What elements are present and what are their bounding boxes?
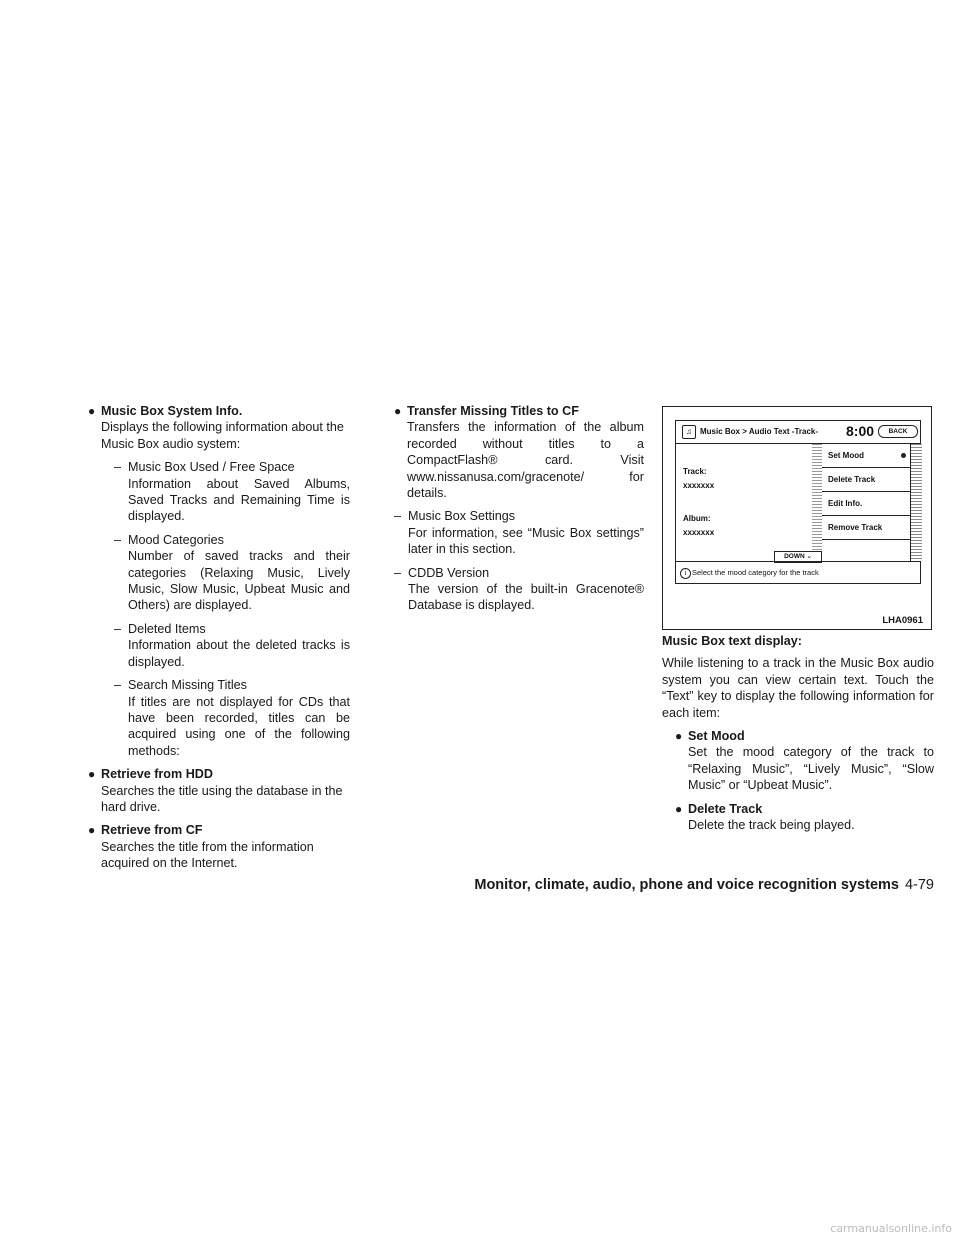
sub-item-body: Information about the deleted tracks is displayed. — [128, 638, 350, 669]
watermark: carmanualsonline.info — [830, 1222, 952, 1235]
middle-column — [394, 403, 644, 614]
sub-item-deleted: – Deleted Items Information about the deleted tracks is displayed. — [114, 621, 350, 669]
delete-track-body: Delete the track being played. — [688, 818, 855, 833]
menu-item-edit-info[interactable]: Edit Info. — [822, 492, 910, 516]
section-intro: While listening to a track in the Music Box audio system you can view certain text. Touch the “Text” key to display the following information for each item: — [662, 656, 934, 720]
down-button[interactable]: DOWN ⌄ — [774, 551, 822, 563]
info-icon: i — [680, 568, 691, 579]
set-mood-title: Set Mood — [688, 729, 745, 744]
page-number: 4-79 — [904, 877, 934, 893]
scroll-track — [812, 444, 822, 561]
bullet-icon: ● — [675, 801, 683, 816]
album-value: xxxxxxx — [683, 528, 715, 537]
sub-item-body: Number of saved tracks and their categories (Relaxing Music, Lively Music, Slow Music, Upbeat Music and Others) are displayed. — [128, 549, 350, 613]
sub-item-body: If titles are not displayed for CDs that have been recorded, titles can be acquired using one of the following methods: — [128, 694, 350, 758]
delete-track-title: Delete Track — [688, 801, 763, 816]
bullet-icon: ● — [394, 404, 402, 418]
bullet-icon: ● — [88, 823, 96, 838]
bullet-icon: ● — [675, 729, 683, 744]
system-info-body: Displays the following information about the Music Box audio system: — [101, 420, 344, 451]
back-button[interactable]: BACK — [878, 425, 918, 438]
chevron-down-icon: ⌄ — [806, 553, 812, 560]
retrieve-cf-title: Retrieve from CF — [101, 823, 203, 838]
clock: 8:00 — [846, 423, 875, 439]
sub-item-title: Music Box Settings — [408, 509, 516, 524]
status-text: Select the mood category for the track — [692, 568, 819, 577]
section-heading: Music Box text display: — [662, 634, 802, 648]
menu-item-remove-track[interactable]: Remove Track — [822, 516, 910, 540]
page-footer — [450, 877, 934, 893]
track-value: xxxxxxx — [683, 481, 715, 490]
figure-code: LHA0961 — [882, 615, 923, 626]
selection-indicator-icon — [901, 453, 906, 458]
sub-item-mood: – Mood Categories Number of saved tracks and their categories (Relaxing Music, Lively Music, Slow Music, Upbeat Music and Others) are displayed. — [114, 532, 350, 613]
screen-titlebar — [676, 421, 920, 444]
sub-item-title: Search Missing Titles — [128, 678, 247, 693]
system-info-title: Music Box System Info. — [101, 404, 243, 418]
sub-item-body: For information, see “Music Box settings” later in this section. — [408, 525, 644, 557]
action-menu — [822, 444, 910, 561]
bullet-icon: ● — [88, 404, 96, 418]
retrieve-hdd-body: Searches the title using the database in the hard drive. — [101, 783, 343, 814]
system-info-item — [88, 403, 350, 759]
retrieve-hdd-item — [88, 766, 350, 815]
set-mood-item — [675, 728, 934, 794]
transfer-title: Transfer Missing Titles to CF — [407, 404, 579, 418]
music-box-icon: ♫ — [682, 425, 696, 439]
scrollbar[interactable] — [910, 444, 922, 561]
bullet-icon: ● — [88, 767, 96, 782]
delete-track-item — [675, 801, 934, 834]
sub-item-title: Mood Categories — [128, 532, 224, 547]
sub-item-body: The version of the built-in Gracenote® Database is displayed. — [408, 582, 644, 613]
sub-item-title: Music Box Used / Free Space — [128, 460, 295, 475]
track-label: Track: — [683, 467, 707, 476]
screen-figure — [662, 406, 932, 630]
transfer-item — [394, 403, 644, 501]
sub-item-title: CDDB Version — [408, 565, 490, 580]
retrieve-cf-body: Searches the title from the information acquired on the Internet. — [101, 839, 314, 871]
retrieve-hdd-title: Retrieve from HDD — [101, 767, 213, 782]
display-screen — [675, 420, 921, 584]
left-column — [88, 403, 350, 872]
sub-item-settings: – Music Box Settings For information, see “Music Box settings” later in this section. — [394, 509, 644, 557]
sub-item-search: – Search Missing Titles If titles are not displayed for CDs that have been recorded, titles can be acquired using one of the following methods: — [114, 678, 350, 758]
screen-title: Music Box > Audio Text -Track- — [700, 427, 819, 436]
menu-item-set-mood[interactable]: Set Mood — [822, 444, 910, 468]
section-name: Monitor, climate, audio, phone and voice recognition systems — [474, 877, 899, 893]
album-label: Album: — [683, 514, 711, 523]
sub-item-used-free: – Music Box Used / Free Space Information about Saved Albums, Saved Tracks and Remaining Time is displayed. — [114, 460, 350, 524]
transfer-body: Transfers the information of the album recorded without titles to a CompactFlash® card. Visit www.nissanusa.com/gracenote/ for details. — [407, 420, 644, 501]
track-info-pane — [676, 444, 812, 561]
retrieve-cf-item — [88, 822, 350, 871]
set-mood-body: Set the mood category of the track to “Relaxing Music”, “Lively Music”, “Slow Music” or “Upbeat Music”. — [688, 745, 934, 793]
menu-item-delete-track[interactable]: Delete Track — [822, 468, 910, 492]
sub-item-body: Information about Saved Albums, Saved Tracks and Remaining Time is displayed. — [128, 476, 350, 524]
sub-item-cddb: – CDDB Version The version of the built-in Gracenote® Database is displayed. — [394, 565, 644, 613]
right-column — [662, 633, 934, 833]
sub-item-title: Deleted Items — [128, 621, 206, 636]
status-bar — [676, 561, 920, 583]
